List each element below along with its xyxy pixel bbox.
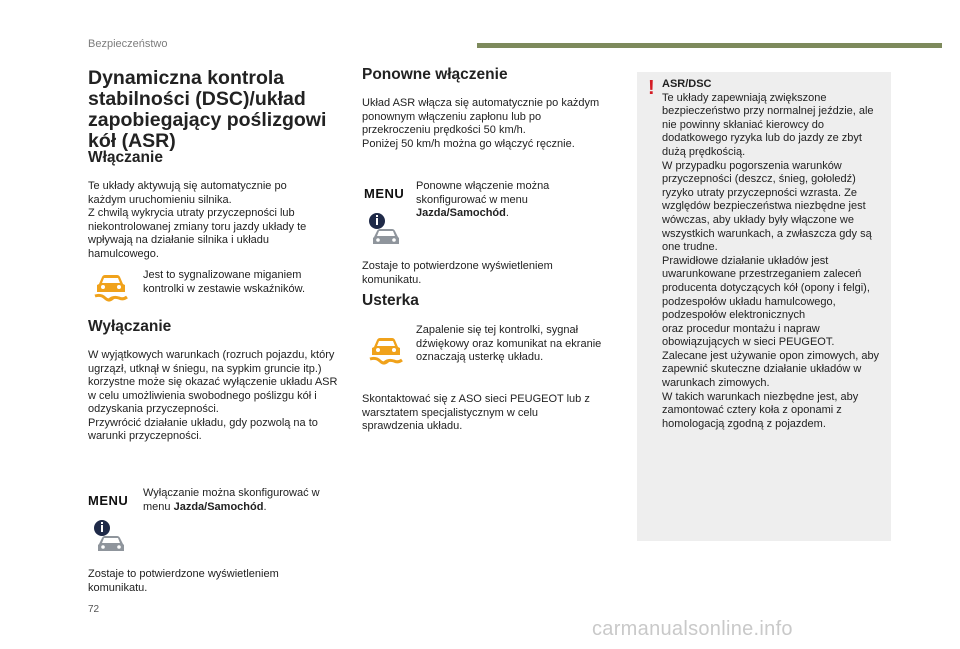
reenable-confirm-text: Zostaje to potwierdzone wyświetleniem komunikatu. bbox=[362, 260, 553, 286]
enable-section bbox=[88, 151, 348, 165]
enable-text: Te układy aktywują się automatycznie po każdym uruchomieniu silnika. Z chwilą wykrycia utraty przyczepności lub niekontrolowanej zmiany toru jazdy układy te wpływają na działanie silnika i układu hamulcowego. bbox=[88, 180, 307, 260]
page-number: 72 bbox=[88, 604, 100, 615]
info-car-icon bbox=[93, 518, 127, 554]
fault-text: Skontaktować się z ASO sieci PEUGEOT lub z warsztatem specjalistycznym w celu sprawdzenia układu. bbox=[362, 393, 590, 432]
disable-heading: Wyłączanie bbox=[88, 318, 172, 335]
note-box bbox=[637, 72, 891, 541]
disable-confirm-text: Zostaje to potwierdzone wyświetleniem komunikatu. bbox=[88, 568, 279, 594]
page-title: Dynamiczna kontrola stabilności (DSC)/układ zapobiegający poślizgowi kół (ASR) bbox=[88, 67, 327, 152]
note-content bbox=[662, 78, 887, 431]
disable-section bbox=[88, 320, 348, 334]
section-label: Bezpieczeństwo bbox=[88, 38, 168, 50]
fault-section bbox=[362, 294, 622, 308]
fault-indicator-text: Zapalenie się tej kontrolki, sygnał dźwiękowy oraz komunikat na ekranie oznaczają usterkę układu. bbox=[416, 324, 602, 363]
left-column bbox=[88, 68, 348, 152]
note-text: Te układy zapewniają zwiększone bezpieczeństwo przy normalnej jeździe, ale nie powinny skłaniać kierowcy do dodatkowego ryzyka lub do jazdy ze zbyt dużą prędkością. W przypadku pogorszenia warunków przyczepności (deszcz, śnieg, gołoledź) ryzyko utraty przyczepności wzrasta. Ze względów bezpieczeństwa niezbędne jest wówczas, aby układy były włączone we wszystkich warunkach, a zwłaszcza gdy są one trudne. Prawidłowe działanie układów jest uwarunkowane przestrzeganiem zaleceń producenta dotyczących kół (opony i felgi), podzespołów układu hamulcowego, podzespołów elektronicznych oraz procedur montażu i napraw obowiązujących w sieci PEUGEOT. Zalecane jest używanie opon zimowych, aby zapewnić skuteczne działanie układów w warunkach zimowych. W takich warunkach niezbędne jest, aby zamontować cztery koła z oponami z homologacją zgodną z pojazdem. bbox=[662, 91, 880, 430]
exclamation-icon: ! bbox=[648, 77, 655, 99]
enable-indicator-text: Jest to sygnalizowane miganiem kontrolki w zestawie wskaźników. bbox=[143, 269, 306, 295]
disable-menu-text: Wyłączanie można skonfigurować w menu Jazda/Samochód. bbox=[143, 487, 320, 513]
reenable-section bbox=[362, 68, 622, 82]
asr-fault-lamp-icon bbox=[366, 333, 406, 369]
asr-warning-lamp-icon bbox=[91, 270, 131, 306]
reenable-menu-text: Ponowne włączenie można skonfigurować w menu Jazda/Samochód. bbox=[416, 180, 550, 219]
reenable-text: Układ ASR włącza się automatycznie po każdym ponownym włączeniu zapłonu lub po przekroczeniu prędkości 50 km/h. Poniżej 50 km/h można go włączyć ręcznie. bbox=[362, 97, 600, 150]
watermark: carmanualsonline.info bbox=[592, 618, 793, 640]
disable-text: W wyjątkowych warunkach (rozruch pojazdu, który ugrzązł, utknął w śniegu, na sypkim gruncie itp.) korzystne może się okazać wyłączenie układu ASR w celu umożliwienia swobodnego poślizgu kół i odzyskania przyczepności. Przywrócić działanie układu, gdy pozwolą na to warunki przyczepności. bbox=[88, 349, 338, 442]
reenable-heading: Ponowne włączenie bbox=[362, 66, 508, 83]
menu-label-2: MENU bbox=[364, 186, 405, 201]
enable-heading: Włączanie bbox=[88, 149, 163, 166]
note-title: ASR/DSC bbox=[662, 78, 712, 90]
menu-label: MENU bbox=[88, 493, 129, 508]
header-rule-accent bbox=[477, 43, 942, 48]
info-car-icon-2 bbox=[368, 211, 402, 247]
fault-heading: Usterka bbox=[362, 292, 419, 309]
